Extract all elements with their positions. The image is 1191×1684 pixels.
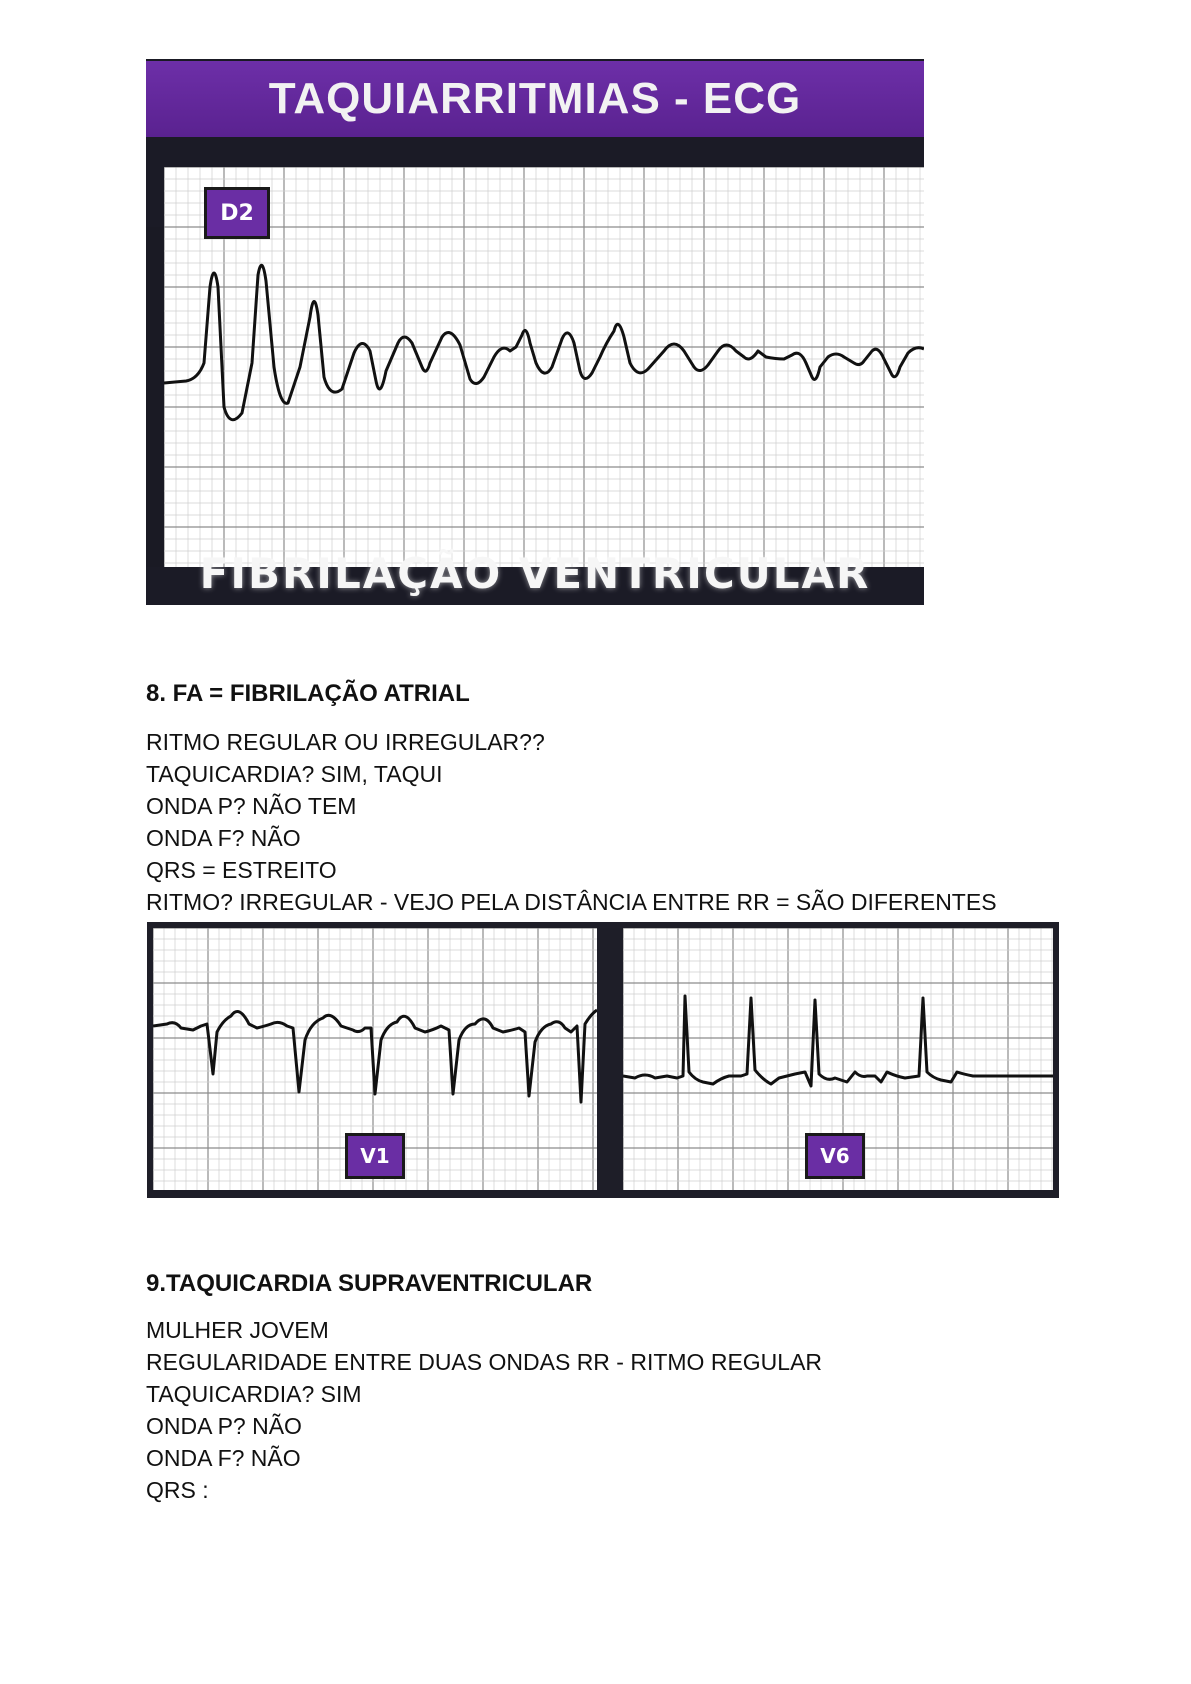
section-9-line: ONDA P? NÃO [146,1413,302,1439]
section-9-title: 9.TAQUICARDIA SUPRAVENTRICULAR [146,1270,593,1297]
ecg-panel-v6 [623,928,1053,1190]
section-9-line: REGULARIDADE ENTRE DUAS ONDAS RR - RITMO REGULAR [146,1349,823,1375]
ecg-panel-v1 [153,928,597,1190]
v1-waveform [153,1010,597,1102]
section-9-body [146,1314,822,1506]
section-8-line: RITMO? IRREGULAR - VEJO PELA DISTÂNCIA ENTRE RR = SÃO DIFERENTES [146,889,997,915]
section-9-line: MULHER JOVEM [146,1317,329,1343]
section-8-line: ONDA F? NÃO [146,825,301,851]
section-8-line: RITMO REGULAR OU IRREGULAR?? [146,729,545,755]
lead-label-v6: V6 [805,1133,865,1179]
section-8-line: TAQUICARDIA? SIM, TAQUI [146,761,443,787]
section-8-body [146,726,997,918]
section-9-line: ONDA F? NÃO [146,1445,301,1471]
figure-caption: FIBRILAÇÃO VENTRICULAR [199,548,871,598]
lead-label-v1: V1 [345,1133,405,1179]
section-8-line: QRS = ESTREITO [146,857,337,883]
lead-label-d2: D2 [204,187,270,239]
section-9-line: QRS : [146,1477,209,1503]
section-9-line: TAQUICARDIA? SIM [146,1381,362,1407]
ecg-grid-paper [164,167,924,567]
v6-waveform [623,996,1053,1086]
vf-ecg-trace-svg [164,167,924,567]
section-8-title: 8. FA = FIBRILAÇÃO ATRIAL [146,680,470,707]
section-8-line: ONDA P? NÃO TEM [146,793,357,819]
af-ecg-figure [147,922,1059,1198]
vf-waveform [164,265,924,419]
vf-ecg-figure [146,59,924,605]
figure-banner-title: TAQUIARRITMIAS - ECG [146,61,924,137]
